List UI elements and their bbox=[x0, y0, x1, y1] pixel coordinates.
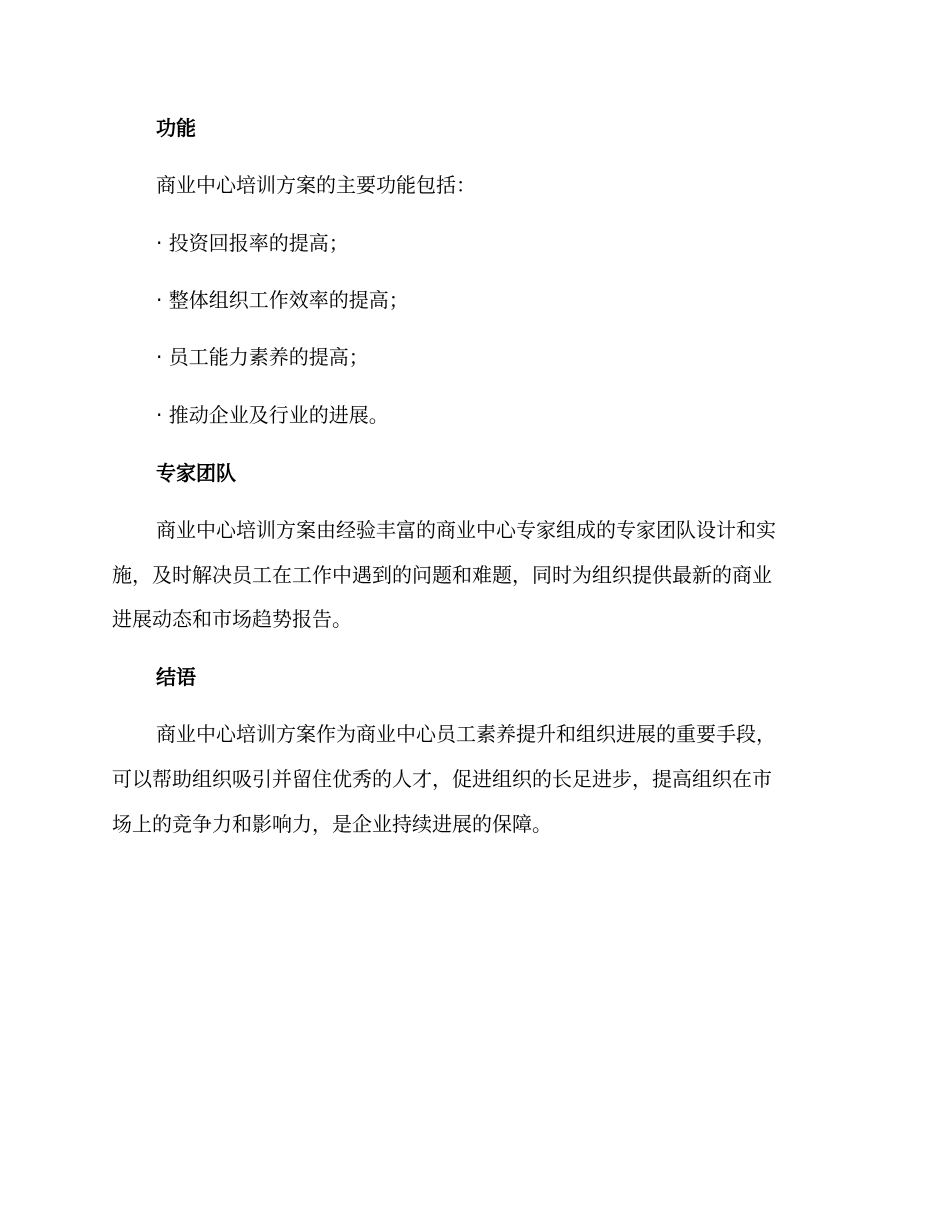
section-heading-conclusion: 结语 bbox=[156, 665, 196, 689]
functions-intro: 商业中心培训方案的主要功能包括： bbox=[156, 173, 476, 197]
section-heading-expert-team: 专家团队 bbox=[156, 461, 236, 485]
expert-team-line-3: 进展动态和市场趋势报告。 bbox=[112, 607, 352, 631]
expert-team-line-1: 商业中心培训方案由经验丰富的商业中心专家组成的专家团队设计和实 bbox=[156, 518, 776, 542]
functions-bullet-4: · 推动企业及行业的进展。 bbox=[156, 403, 389, 427]
section-heading-functions: 功能 bbox=[156, 116, 196, 140]
conclusion-line-2: 可以帮助组织吸引并留住优秀的人才，促进组织的长足进步，提高组织在市 bbox=[112, 767, 772, 791]
conclusion-line-3: 场上的竞争力和影响力，是企业持续进展的保障。 bbox=[112, 812, 552, 836]
functions-bullet-2: · 整体组织工作效率的提高； bbox=[156, 288, 409, 312]
expert-team-line-2: 施，及时解决员工在工作中遇到的问题和难题，同时为组织提供最新的商业 bbox=[112, 563, 772, 587]
functions-bullet-1: · 投资回报率的提高； bbox=[156, 231, 349, 255]
functions-bullet-3: · 员工能力素养的提高； bbox=[156, 345, 369, 369]
conclusion-line-1: 商业中心培训方案作为商业中心员工素养提升和组织进展的重要手段， bbox=[156, 722, 776, 746]
